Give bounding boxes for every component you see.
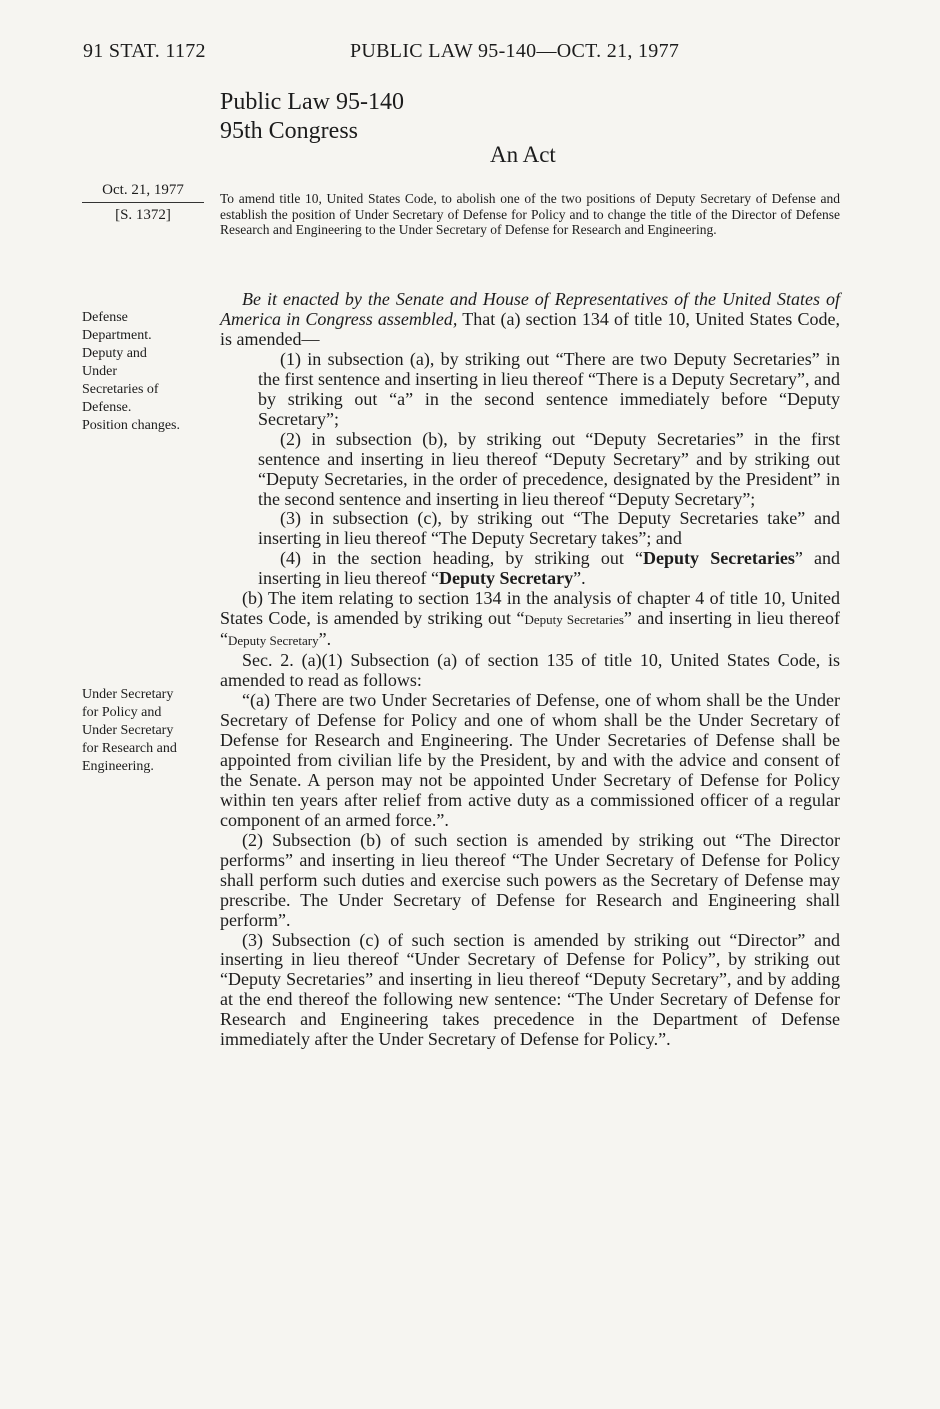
text-run: ”. (573, 568, 586, 589)
amendment-item-3: (3) in subsection (c), by striking out “The Deputy Secretaries take” and inserting in lieu thereof “The Deputy Secretary takes”; and (258, 508, 840, 549)
margin-note-line: Position changes. (82, 418, 180, 433)
margin-note-line: Under (82, 364, 117, 379)
text-run: ” and inserting in lieu thereof “ (258, 548, 841, 589)
small-caps-text: Deputy Secretaries (524, 612, 624, 628)
act-summary: To amend title 10, United States Code, to abolish one of the two positions of Deputy Secretary of Defense and establish the position of Under Secretary of Defense for Policy and to change the title of the Director of Defense Research and Engineering to the Under Secretary of Defense for Research and Engineering. (220, 191, 840, 237)
bold-heading-text: Deputy Secretaries (643, 548, 795, 569)
margin-note-line: for Research and (82, 741, 177, 756)
page-stat-number: 91 STAT. 1172 (83, 40, 206, 62)
margin-note-line: Defense (82, 310, 128, 325)
margin-note-line: Defense. (82, 400, 132, 415)
text-run: ”. (318, 629, 332, 650)
amendment-item-1: (1) in subsection (a), by striking out “There are two Deputy Secretaries” in the first sentence and inserting in lieu thereof “There is a Deputy Secretary”, and by striking out “a” in the second sentence immediately before “Deputy Secretary”; (258, 348, 840, 429)
enactment-date: Oct. 21, 1977 (82, 182, 204, 203)
text-run: ” and inserting in lieu thereof “ (220, 608, 840, 650)
text-run: (b) The item relating to section 134 in the analysis of chapter 4 of title 10, United States Code, is amended by striking out “ (220, 588, 840, 629)
section-2 (220, 651, 840, 691)
act-body (220, 290, 840, 1050)
text-run: (4) in the section heading, by striking out “ (280, 548, 643, 569)
paragraph-3: (3) Subsection (c) of such section is amended by striking out “Director” and inserting in lieu thereof “Under Secretary of Defense for Policy”, by striking out “Deputy Secretaries” and inserting in lieu thereof “Deputy Secretary”, and by adding at the end thereof the following new sentence: “The Under Secretary of Defense for Research and Engineering takes precedence in the Department of Defense immediately after the Under Secretary of Defense for Policy.”. (220, 929, 840, 1050)
public-law-title: Public Law 95-140 (220, 89, 404, 115)
margin-note-line: Under Secretary (82, 687, 174, 702)
amendment-item-4 (220, 549, 840, 589)
section-label: Sec. 2. (242, 650, 294, 671)
margin-note-line: for Policy and (82, 705, 162, 720)
margin-note-line: Department. (82, 328, 152, 343)
bill-number: [S. 1372] (115, 207, 171, 223)
act-heading: An Act (490, 142, 556, 167)
text-run: (a)(1) Subsection (a) of section 135 of title 10, United States Code, is amended to read as follows: (220, 650, 840, 691)
margin-note-line: Under Secretary (82, 723, 174, 738)
congress-number: 95th Congress (220, 118, 358, 144)
amendment-item-2: (2) in subsection (b), by striking out “Deputy Secretaries” in the first sentence and inserting in lieu thereof “Deputy Secretary” and by striking out “Deputy Secretaries, in the order of precedence, designated by the President” in the second sentence and inserting in lieu thereof “Deputy Secretary”; (258, 428, 840, 509)
margin-note-line: Secretaries of (82, 382, 159, 397)
quoted-subsection-a: “(a) There are two Under Secretaries of Defense, one of whom shall be the Under Secretary of Defense for Policy and one of whom shall be the Under Secretary of Defense for Research and Engineering. The Under Secretaries of Defense shall be appointed from civilian life by the President, by and with the advice and consent of the Senate. A person may not be appointed Under Secretary of Defense for Policy within ten years after relief from active duty as a commissioned officer of a regular component of an armed force.”. (220, 690, 840, 830)
enacting-clause (220, 290, 840, 350)
enacting-text: That (a) section 134 of title 10, United States Code, is amended— (220, 308, 841, 349)
enactment-date-block (82, 182, 204, 224)
margin-note-line: Engineering. (82, 759, 154, 774)
margin-note-line: Deputy and (82, 346, 147, 361)
bold-heading-text: Deputy Secretary (438, 568, 574, 589)
margin-note-under-secretaries (82, 686, 212, 776)
enacting-formula: Be it enacted by the Senate and House of Representatives of the United States of America in Congress assembled, (220, 289, 840, 329)
paragraph-2: (2) Subsection (b) of such section is amended by striking out “The Director performs” and inserting in lieu thereof “The Under Secretary of Defense for Policy shall perform such duties and exercise such powers as the Secretary of Defense may prescribe. The Under Secretary of Defense for Research and Engineering shall perform”. (220, 829, 840, 930)
margin-note-defense-department (82, 309, 212, 435)
running-header: PUBLIC LAW 95-140—OCT. 21, 1977 (350, 40, 680, 62)
small-caps-text: Deputy Secretary (228, 633, 319, 649)
subsection-b (220, 589, 840, 651)
